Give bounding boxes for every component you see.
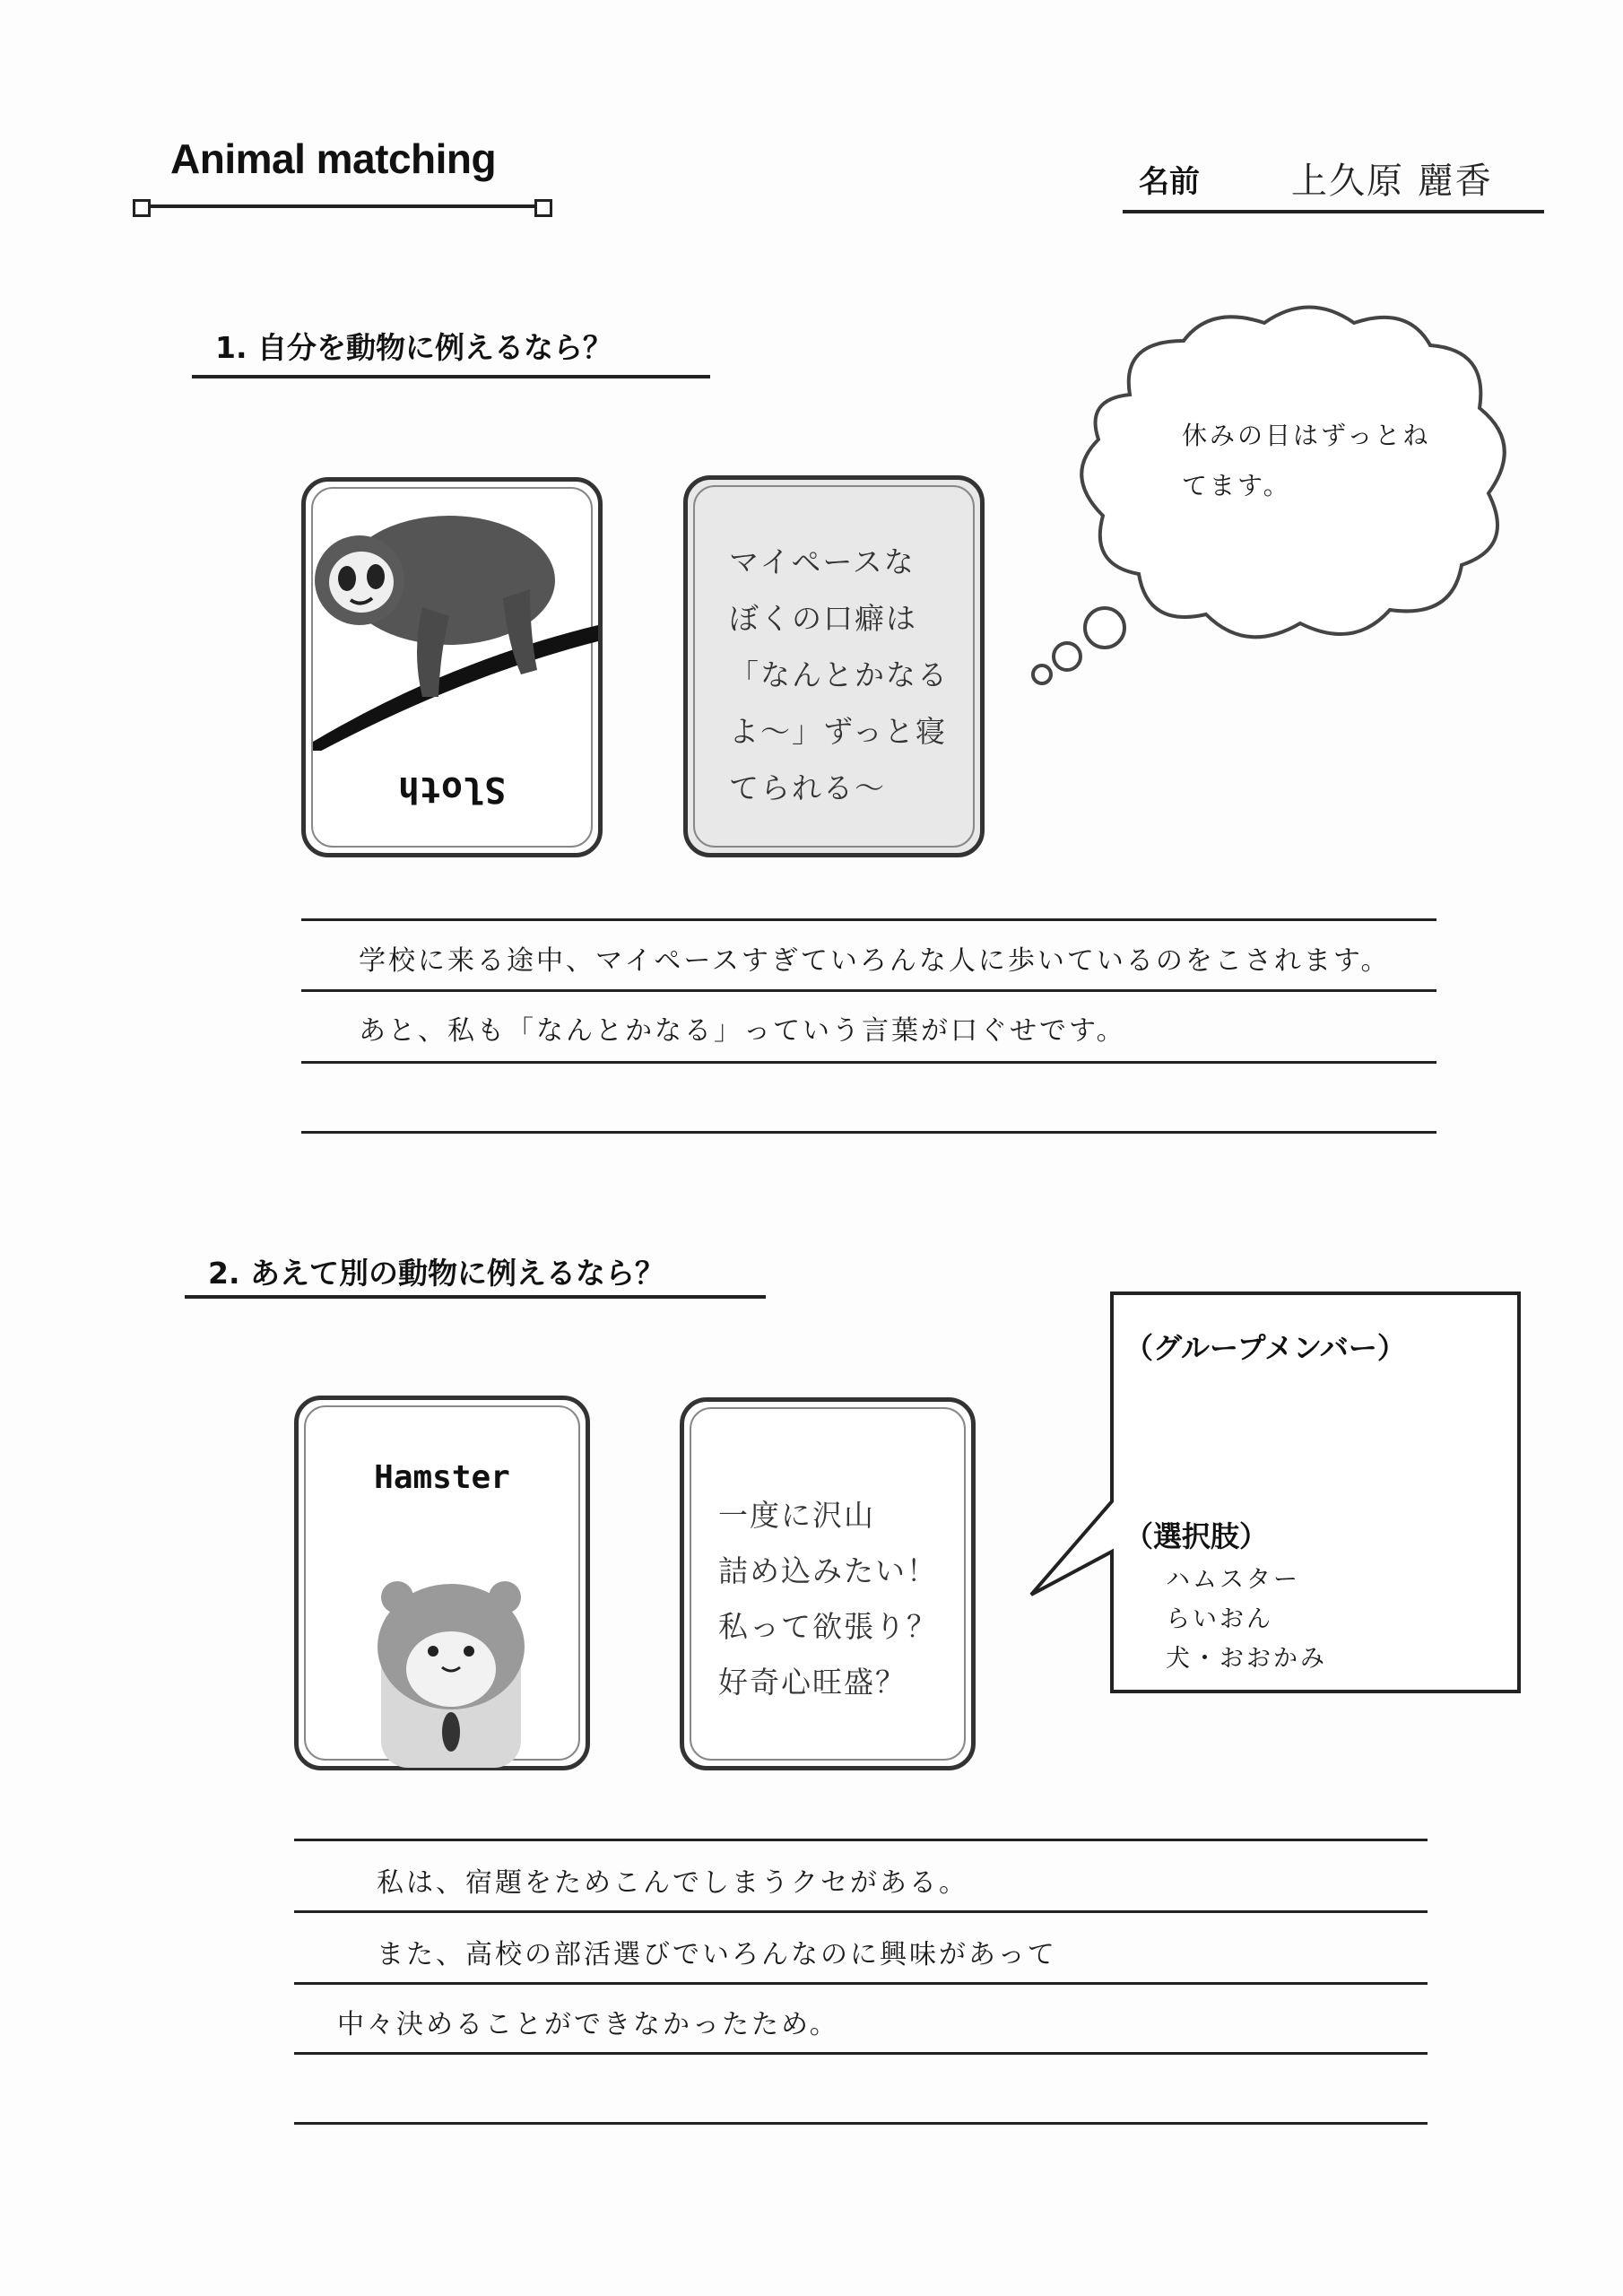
hamster-eye-left — [428, 1646, 438, 1657]
question-1-underline — [192, 375, 710, 378]
answer-rule — [301, 918, 1436, 921]
name-underline — [1123, 210, 1544, 213]
options-title: （選択肢） — [1124, 1519, 1269, 1553]
name-label: 名前 — [1139, 165, 1200, 199]
answer-1-line-1: 学校に来る途中、マイペースすぎていろんな人に歩いているのをこされます。 — [359, 945, 1391, 977]
sloth-description-text — [729, 534, 949, 816]
option-item: 犬・おおかみ — [1166, 1645, 1327, 1673]
thought-bubble-small — [1033, 665, 1051, 683]
answer-rule — [301, 1061, 1436, 1064]
sloth-description-line: てられる～ — [729, 770, 886, 805]
title-underline-cap-left — [133, 199, 151, 217]
hamster-card-label: Hamster — [374, 1459, 510, 1496]
answer-rule — [301, 1131, 1436, 1134]
hamster-description-line: 私って欲張り？ — [718, 1609, 938, 1644]
hamster-face — [406, 1631, 496, 1707]
sloth-description-line: マイペースな — [729, 544, 916, 579]
sloth-card-label: Sloth — [397, 769, 507, 810]
question-1: 1. 自分を動物に例えるなら？ — [215, 330, 612, 365]
name-value: 上久原 麗香 — [1291, 161, 1493, 202]
answer-rule — [294, 1839, 1428, 1841]
hamster-eye-right — [464, 1646, 474, 1657]
question-2-underline — [185, 1295, 766, 1299]
thought-bubble-medium — [1054, 643, 1081, 670]
answer-rule — [301, 989, 1436, 992]
answer-rule — [294, 2122, 1428, 2125]
sloth-description-line: ぼくの口癖は — [729, 601, 917, 636]
answer-2-line-2: また、高校の部活選びでいろんなのに興味があって — [377, 1939, 1057, 1970]
hamster-description-line: 詰め込みたい！ — [718, 1553, 938, 1588]
hamster-description-line: 一度に沢山 — [718, 1498, 875, 1533]
answer-rule — [294, 2052, 1428, 2055]
worksheet-title: Animal matching — [170, 135, 497, 182]
sloth-eye-left — [338, 566, 356, 591]
answer-2-line-3: 中々決めることができなかったため。 — [337, 2009, 839, 2040]
hamster-seed — [442, 1712, 460, 1752]
hamster-description-text — [718, 1488, 938, 1710]
thought-cloud-line: てます。 — [1182, 471, 1291, 500]
sloth-description-line: よ～」ずっと寝 — [729, 714, 948, 749]
hamster-description-line: 好奇心旺盛？ — [718, 1665, 907, 1700]
title-underline — [142, 204, 543, 208]
hamster-ear-right — [489, 1581, 521, 1613]
thought-cloud-text — [1182, 411, 1430, 511]
thought-cloud-line: 休みの日はずっとね — [1182, 421, 1431, 450]
options-list — [1166, 1561, 1327, 1679]
hamster-description-card — [680, 1397, 976, 1770]
hamster-illustration — [370, 1561, 532, 1768]
question-2: 2. あえて別の動物に例えるなら？ — [208, 1256, 664, 1291]
sloth-eye-right — [367, 564, 385, 589]
option-item: ハムスター — [1166, 1566, 1300, 1594]
sloth-card — [301, 477, 603, 857]
sloth-illustration — [306, 482, 598, 751]
sloth-description-line: 「なんとかなる — [729, 657, 949, 692]
title-underline-cap-right — [534, 199, 552, 217]
sloth-description-card — [683, 475, 985, 857]
answer-rule — [294, 1910, 1428, 1913]
group-members-title: （グループメンバー） — [1124, 1331, 1406, 1365]
hamster-card — [294, 1396, 590, 1770]
answer-1-line-2: あと、私も「なんとかなる」っていう言葉が口ぐせです。 — [359, 1015, 1126, 1047]
thought-cloud — [1022, 296, 1542, 726]
answer-rule — [294, 1982, 1428, 1985]
option-item: らいおん — [1166, 1605, 1273, 1633]
thought-bubble-large — [1085, 608, 1124, 648]
hamster-ear-left — [381, 1581, 413, 1613]
answer-2-line-1: 私は、宿題をためこんでしまうクセがある。 — [377, 1867, 968, 1899]
